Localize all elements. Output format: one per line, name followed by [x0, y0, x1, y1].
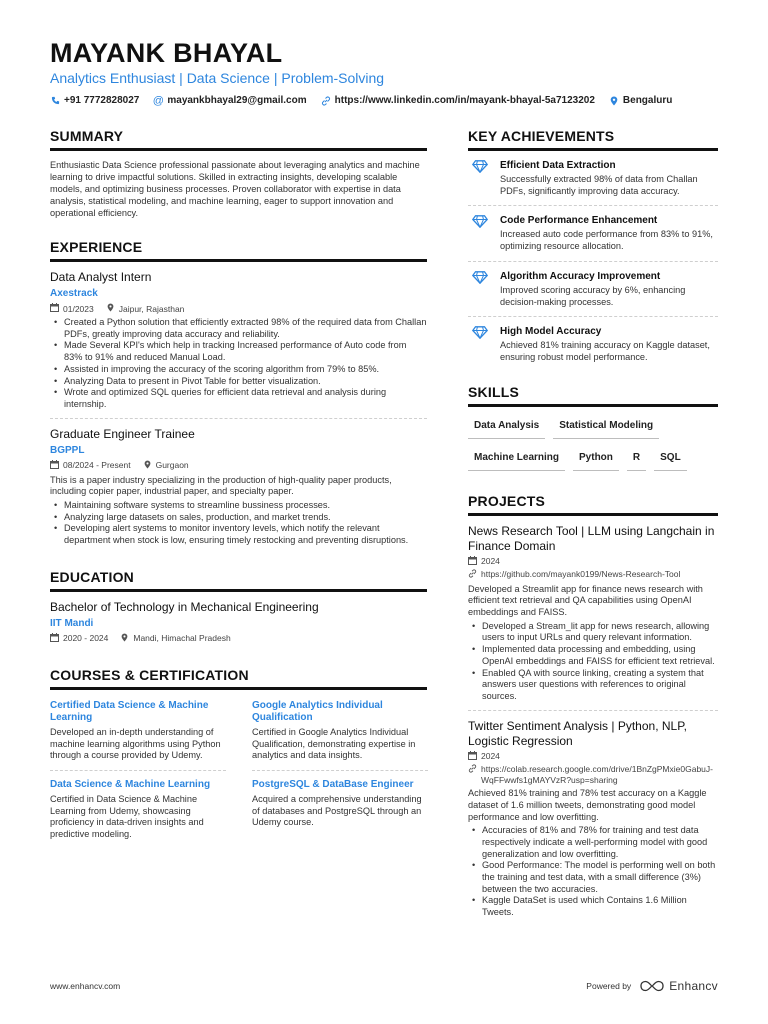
calendar-icon: [50, 303, 59, 315]
summary-section: [50, 128, 427, 219]
bullet-item: • Accuracies of 81% and 78% for training and test data respectively indicate a well-performing model with good generalization and low overfitting.: [468, 825, 718, 860]
contact-phone[interactable]: [50, 95, 139, 106]
right-column: [468, 128, 718, 919]
bullet-item: • Developing alert systems to monitor inventory levels, which notify the relevant department when stock is low, ensuring timely restocking and preventing disruptions.: [50, 523, 427, 546]
course-title[interactable]: Certified Data Science & Machine Learning: [50, 699, 209, 724]
project-entry: [468, 524, 718, 703]
degree: Bachelor of Technology in Mechanical Engineering: [50, 599, 319, 614]
location-pin-icon: [609, 96, 619, 106]
education-date: 2020 - 2024: [63, 633, 109, 644]
experience-section: [50, 239, 427, 547]
project-description: Achieved 81% training and 78% test accuracy on a Kaggle dataset of 1.6 million tweets, demonstrating good model performance and low overfitting.: [468, 788, 707, 822]
calendar-icon: [468, 556, 477, 568]
education-location: Mandi, Himachal Pradesh: [133, 633, 231, 644]
contact-email[interactable]: [153, 95, 306, 106]
link-icon: [321, 96, 331, 106]
phone-text: +91 7772828027: [64, 95, 140, 106]
education-section: [50, 569, 427, 645]
course-item: [252, 779, 428, 849]
project-bullets: [468, 825, 718, 919]
diamond-icon: [468, 159, 490, 197]
achievement-desc: Improved scoring accuracy by 6%, enhancing decision-making processes.: [500, 284, 686, 307]
location-pin-icon: [143, 460, 152, 472]
course-item: [252, 700, 428, 770]
contact-linkedin[interactable]: [321, 95, 595, 106]
divider: [50, 770, 226, 771]
footer-brand: [586, 979, 718, 993]
skills-list: [468, 413, 718, 477]
left-column: [50, 128, 427, 849]
bullet-item: • Kaggle DataSet is used which Contains 1.6 Million Tweets.: [468, 895, 718, 918]
course-desc: Acquired a comprehensive understanding of databases and PostgreSQL through an Udemy course.: [252, 793, 422, 828]
email-text: mayankbhayal29@gmail.com: [167, 95, 307, 106]
bullet-item: • Analyzing Data to present in Pivot Table for better visualization.: [50, 376, 427, 388]
project-date-row: [468, 751, 718, 763]
job-entry: [50, 427, 427, 547]
divider: [252, 770, 428, 771]
course-title[interactable]: Google Analytics Individual Qualification: [252, 699, 383, 724]
achievement-title: Efficient Data Extraction: [500, 160, 616, 171]
project-link[interactable]: https://github.com/mayank0199/News-Research-Tool: [481, 569, 681, 580]
skill-tag: Data Analysis: [468, 413, 545, 439]
enhancv-logo[interactable]: [639, 979, 718, 993]
bullet-item: • Assisted in improving the accuracy of the scoring algorithm from 79% to 85%.: [50, 364, 427, 376]
project-description: Developed a Streamlit app for finance news research with efficient text retrieval and QA capabilities using OpenAI embeddings and FAISS.: [468, 583, 703, 618]
course-desc: Developed an in-depth understanding of machine learning algorithms using Python through a course provided by Udemy.: [50, 726, 221, 761]
projects-section: [468, 493, 718, 919]
skills-section: [468, 384, 718, 477]
achievements-section: [468, 128, 718, 372]
summary-heading: SUMMARY: [50, 128, 427, 151]
school[interactable]: IIT Mandi: [50, 617, 94, 629]
calendar-icon: [50, 460, 59, 472]
job-entry: [50, 270, 427, 411]
course-desc: Certified in Data Science & Machine Learning from Udemy, showcasing proficiency in data-driven insights and predictive modeling.: [50, 793, 204, 840]
tagline: Analytics Enthusiast | Data Science | Problem-Solving: [50, 70, 385, 86]
job-company[interactable]: BGPPL: [50, 444, 85, 456]
bullet-item: • Developed a Stream_lit app for news research, allowing users to input URLs and query relevant information.: [468, 621, 718, 644]
project-title: Twitter Sentiment Analysis | Python, NLP, Logistic Regression: [468, 718, 687, 748]
skills-heading: SKILLS: [468, 384, 718, 407]
course-title[interactable]: Data Science & Machine Learning: [50, 779, 211, 791]
job-meta: [50, 460, 427, 472]
achievement-desc: Successfully extracted 98% of data from Challan PDFs, significantly improving data accuracy.: [500, 174, 698, 196]
skill-tag: SQL: [654, 445, 687, 471]
summary-text: Enthusiastic Data Science professional passionate about leveraging analytics and machine learning to drive impactful solutions. Skilled in extracting insights, developing scalable models, and optimizing business processes. Proven collaborator with expertise in data analysis, statistical modeling, and machine learning, eager to support innovation and operational efficiency.: [50, 160, 420, 218]
link-icon: [468, 764, 477, 776]
calendar-icon: [468, 751, 477, 763]
education-entry: [50, 600, 427, 645]
location-pin-icon: [120, 633, 129, 645]
bullet-item: • Created a Python solution that efficiently extracted 98% of the required data from Challan PDFs, greatly improving data accuracy and reliability.: [50, 317, 427, 340]
project-entry: [468, 719, 718, 919]
diamond-icon: [468, 325, 490, 363]
job-role: Data Analyst Intern: [50, 270, 152, 284]
project-title: News Research Tool | LLM using Langchain in Finance Domain: [468, 523, 715, 553]
project-date: 2024: [481, 750, 500, 761]
linkedin-text: https://www.linkedin.com/in/mayank-bhayal-5a7123202: [334, 95, 595, 106]
job-company[interactable]: Axestrack: [50, 288, 98, 299]
course-title[interactable]: PostgreSQL & DataBase Engineer: [252, 779, 414, 791]
achievement-title: Algorithm Accuracy Improvement: [500, 270, 661, 282]
project-link[interactable]: https://colab.research.google.com/drive/1BnZgPMxie0GabuJ-WqFFwwfs1gMAYVzR?usp=sharing: [481, 764, 713, 785]
diamond-icon: [468, 270, 490, 308]
courses-heading: COURSES & CERTIFICATION: [50, 667, 427, 690]
courses-grid: [50, 700, 427, 849]
bullet-item: • Wrote and optimized SQL queries for efficient data retrieval and analysis during internship.: [50, 387, 427, 410]
divider: [50, 418, 427, 419]
bullet-item: • Enabled QA with source linking, creating a system that answers user questions with references to original sources.: [468, 668, 718, 703]
job-date: 08/2024 - Present: [63, 460, 131, 471]
contact-bar: [50, 95, 730, 106]
achievement-desc: Achieved 81% training accuracy on Kaggle dataset, ensuring robust model performance.: [500, 340, 710, 362]
course-item: [50, 700, 226, 770]
courses-section: [50, 667, 427, 849]
achievement-item: [468, 317, 718, 371]
bullet-item: • Made Several KPI's which help in tracking Increased performance of Auto code from 83% to 91% and reduced Manual Load.: [50, 340, 427, 363]
project-link-row[interactable]: [468, 764, 718, 785]
skill-tag: R: [627, 445, 646, 471]
powered-by: Powered by: [586, 981, 632, 991]
link-icon: [468, 569, 477, 581]
projects-heading: PROJECTS: [468, 493, 718, 516]
skill-tag: Statistical Modeling: [553, 413, 659, 439]
job-role: Graduate Engineer Trainee: [50, 426, 195, 441]
achievement-title: High Model Accuracy: [500, 326, 602, 338]
job-location: Jaipur, Rajasthan: [118, 303, 185, 314]
footer: [50, 979, 718, 993]
resume-header: [50, 38, 730, 106]
contact-location: [609, 95, 672, 106]
location-pin-icon: [106, 303, 115, 315]
at-icon: @: [152, 94, 164, 107]
skill-tag: Machine Learning: [468, 445, 565, 471]
job-date: 01/2023: [63, 303, 94, 314]
bullet-item: • Analyzing large datasets on sales, production, and market trends.: [50, 512, 427, 524]
course-item: [50, 779, 226, 849]
divider: [468, 710, 718, 711]
education-meta: [50, 633, 427, 645]
education-heading: EDUCATION: [50, 569, 427, 592]
job-description: This is a paper industry specializing in the production of high-quality paper products, including copier paper, industrial paper, and specialty paper.: [50, 474, 392, 497]
job-bullets: [50, 317, 427, 411]
calendar-icon: [50, 633, 59, 645]
bullet-item: • Implemented data processing and embedding, using OpenAI embeddings and FAISS for efficient text retrieval.: [468, 644, 718, 667]
brand-name: Enhancv: [669, 979, 718, 993]
bullet-item: • Good Performance: The model is performing well on both the training and test data, with a small difference (3%) between the two accuracies.: [468, 860, 718, 895]
achievement-item: [468, 206, 718, 261]
achievement-item: [468, 151, 718, 206]
achievement-desc: Increased auto code performance from 83% to 91%, optimizing resource allocation.: [500, 229, 713, 252]
achievement-item: [468, 262, 718, 317]
achievement-title: Code Performance Enhancement: [500, 215, 658, 227]
project-date: 2024: [481, 555, 500, 566]
project-link-row[interactable]: [468, 569, 718, 581]
project-bullets: [468, 621, 718, 703]
experience-heading: EXPERIENCE: [50, 239, 427, 262]
job-location: Gurgaon: [155, 460, 189, 471]
location-text: Bengaluru: [622, 95, 673, 106]
job-bullets: [50, 500, 427, 547]
job-meta: [50, 303, 427, 315]
enhancv-logo-icon: [639, 980, 665, 992]
skill-tag: Python: [573, 445, 619, 471]
project-date-row: [468, 556, 718, 568]
diamond-icon: [468, 214, 490, 252]
footer-site[interactable]: www.enhancv.com: [50, 981, 121, 991]
phone-icon: [50, 96, 60, 106]
candidate-name: MAYANK BHAYAL: [50, 38, 283, 68]
course-desc: Certified in Google Analytics Individual Qualification, demonstrating expertise in analytics and data insights.: [252, 726, 416, 761]
achievements-heading: KEY ACHIEVEMENTS: [468, 128, 718, 151]
bullet-item: • Maintaining software systems to streamline bussiness processes.: [50, 500, 427, 512]
